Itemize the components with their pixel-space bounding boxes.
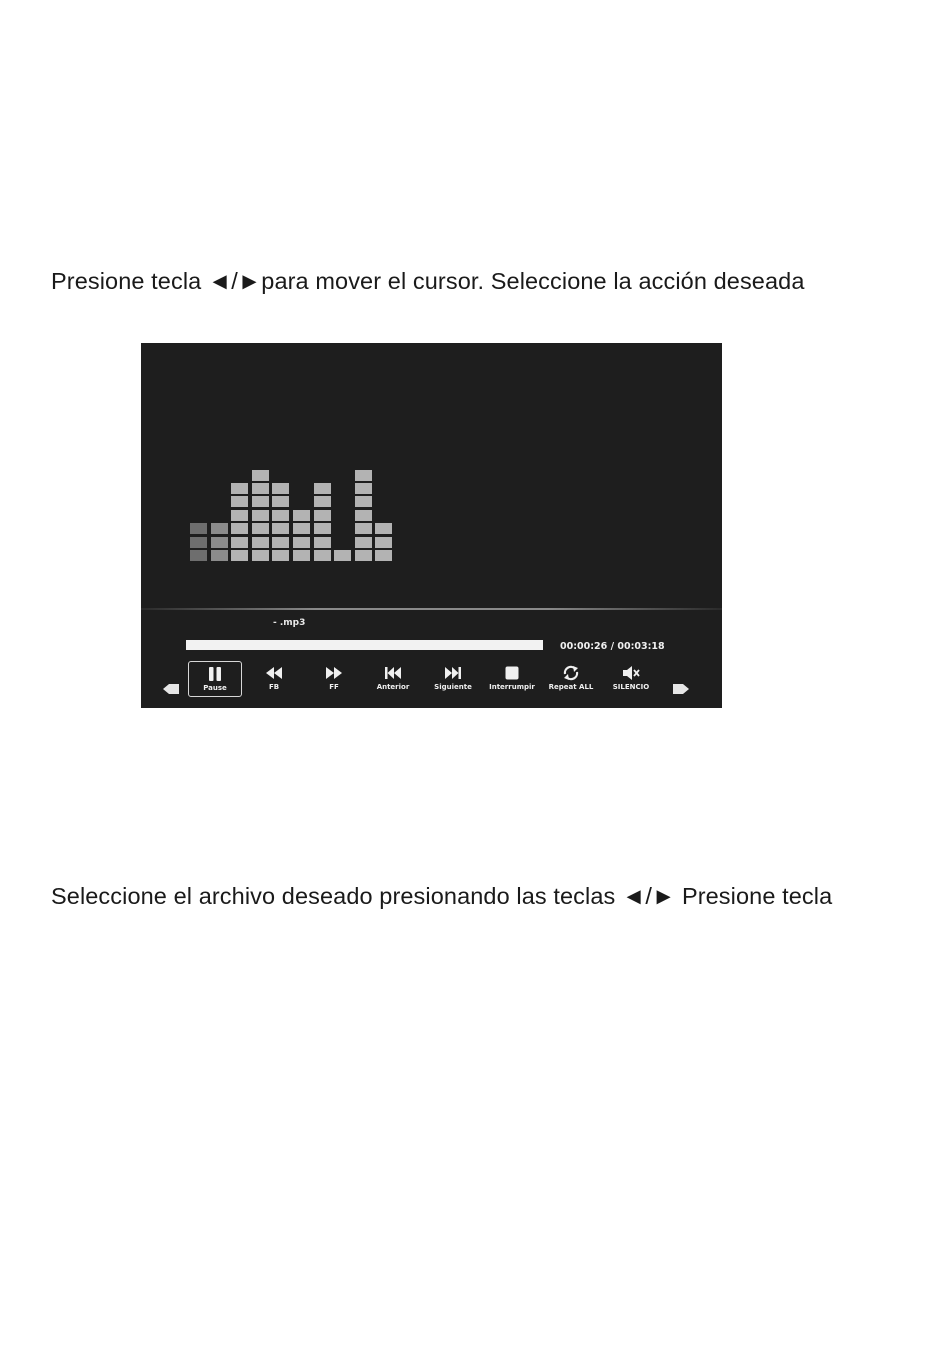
divider — [141, 608, 722, 610]
equalizer-block — [252, 510, 269, 521]
equalizer-block — [272, 550, 289, 561]
next-track-label: Siguiente — [434, 683, 472, 691]
equalizer-block — [314, 523, 331, 534]
equalizer-block — [211, 523, 228, 534]
equalizer-block — [355, 550, 372, 561]
equalizer-visualizer — [141, 343, 722, 708]
pause-label: Pause — [203, 684, 227, 692]
equalizer-block — [375, 550, 392, 561]
equalizer-block — [293, 550, 310, 561]
fast-forward-button[interactable] — [307, 661, 361, 697]
equalizer-block — [375, 537, 392, 548]
repeat-button[interactable] — [544, 661, 598, 697]
repeat-label: Repeat ALL — [548, 683, 594, 691]
mute-label: SILENCIO — [612, 683, 650, 691]
scroll-left-icon[interactable] — [163, 684, 179, 694]
equalizer-block — [355, 523, 372, 534]
equalizer-block — [231, 550, 248, 561]
music-player-screen — [141, 343, 722, 708]
equalizer-block — [231, 496, 248, 507]
equalizer-block — [272, 496, 289, 507]
equalizer-block — [355, 496, 372, 507]
equalizer-block — [252, 537, 269, 548]
previous-track-label: Anterior — [376, 683, 410, 691]
progress-bar-fill — [186, 640, 543, 650]
repeat-icon — [561, 665, 581, 681]
fast-forward-icon — [324, 665, 344, 681]
stop-icon — [503, 665, 521, 681]
equalizer-block — [375, 523, 392, 534]
fast-backward-label: FB — [268, 683, 280, 691]
equalizer-block — [355, 470, 372, 481]
equalizer-block — [272, 483, 289, 494]
mute-icon — [621, 665, 641, 681]
pause-icon — [206, 666, 224, 682]
stop-button[interactable] — [485, 661, 539, 697]
previous-track-icon — [383, 665, 403, 681]
equalizer-block — [252, 550, 269, 561]
progress-bar[interactable] — [186, 640, 543, 650]
equalizer-block — [355, 510, 372, 521]
equalizer-block — [314, 496, 331, 507]
file-name: - .mp3 — [273, 618, 306, 628]
fast-forward-label: FF — [329, 683, 339, 691]
equalizer-block — [252, 496, 269, 507]
fast-backward-button[interactable] — [247, 661, 301, 697]
time-display: 00:00:26 / 00:03:18 — [560, 641, 665, 652]
pause-button[interactable] — [188, 661, 242, 697]
mute-button[interactable] — [604, 661, 658, 697]
equalizer-block — [355, 483, 372, 494]
equalizer-block — [272, 523, 289, 534]
equalizer-block — [272, 510, 289, 521]
equalizer-block — [252, 470, 269, 481]
equalizer-block — [293, 510, 310, 521]
equalizer-block — [334, 550, 351, 561]
equalizer-block — [314, 537, 331, 548]
equalizer-block — [211, 537, 228, 548]
equalizer-block — [231, 483, 248, 494]
equalizer-block — [252, 523, 269, 534]
instruction-text-2: Seleccione el archivo deseado presionando las teclas ◄/► Presione tecla — [51, 883, 833, 909]
next-track-button[interactable] — [426, 661, 480, 697]
equalizer-block — [314, 510, 331, 521]
equalizer-block — [190, 537, 207, 548]
equalizer-block — [272, 537, 289, 548]
equalizer-block — [314, 483, 331, 494]
equalizer-block — [355, 537, 372, 548]
equalizer-block — [293, 523, 310, 534]
equalizer-block — [231, 523, 248, 534]
equalizer-block — [211, 550, 228, 561]
previous-track-button[interactable] — [366, 661, 420, 697]
equalizer-block — [293, 537, 310, 548]
equalizer-block — [190, 550, 207, 561]
instruction-text-1: Presione tecla ◄/►para mover el cursor. Seleccione la acción deseada — [51, 268, 805, 294]
scroll-right-icon[interactable] — [673, 684, 689, 694]
next-track-icon — [443, 665, 463, 681]
equalizer-block — [190, 523, 207, 534]
stop-label: Interrumpir — [489, 683, 535, 691]
fast-backward-icon — [264, 665, 284, 681]
equalizer-block — [231, 510, 248, 521]
equalizer-block — [231, 537, 248, 548]
equalizer-block — [252, 483, 269, 494]
equalizer-block — [314, 550, 331, 561]
